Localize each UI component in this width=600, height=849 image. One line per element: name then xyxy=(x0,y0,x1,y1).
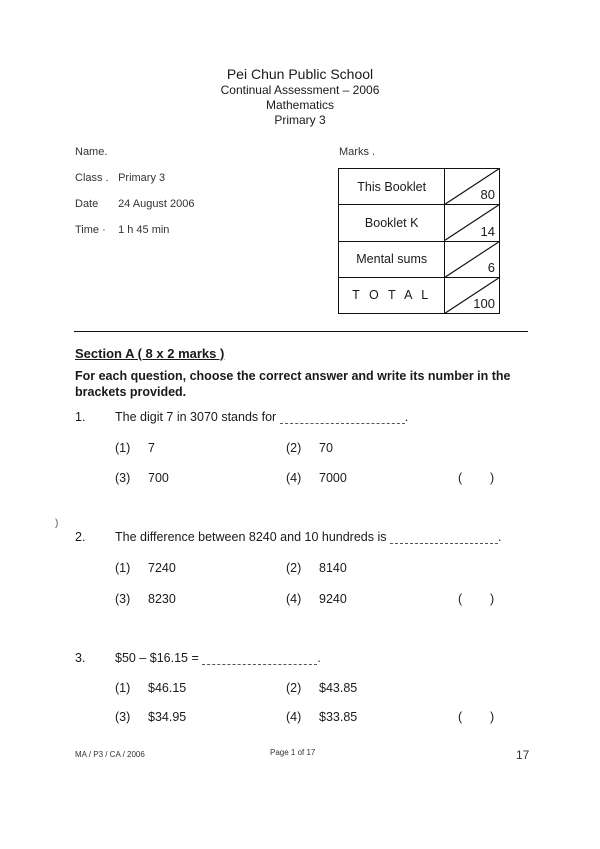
option-value: 7 xyxy=(148,441,155,455)
question-number: 3. xyxy=(75,651,86,665)
class-label: Class . xyxy=(75,172,109,184)
class-field xyxy=(75,172,165,184)
option-value: $34.95 xyxy=(148,710,187,724)
marks-row xyxy=(339,169,500,205)
answer-blank xyxy=(390,531,498,544)
section-instruction: For each question, choose the correct answer and write its number in the brackets provided. xyxy=(75,369,511,399)
option xyxy=(115,561,176,575)
option xyxy=(115,681,186,695)
school-name: Pei Chun Public School xyxy=(226,66,374,82)
option-value: 7000 xyxy=(319,471,347,485)
option-number: (1) xyxy=(115,441,131,455)
answer-bracket[interactable]: ( ) xyxy=(458,471,495,485)
time-field xyxy=(75,224,169,236)
marks-table xyxy=(338,168,500,314)
marks-total-label: T O T A L xyxy=(339,277,445,313)
time-label: Time · xyxy=(75,224,106,236)
level-title: Primary 3 xyxy=(274,113,326,127)
option-number: (4) xyxy=(286,592,302,606)
option-number: (1) xyxy=(115,561,131,575)
option-value: $43.85 xyxy=(319,681,358,695)
option-value: 7240 xyxy=(148,561,176,575)
marks-label: Marks . xyxy=(339,146,376,158)
marks-score-cell xyxy=(445,277,500,313)
question-text: The digit 7 in 3070 stands for xyxy=(115,410,277,424)
option xyxy=(115,592,176,606)
marks-score-cell xyxy=(445,169,500,205)
marks-score: 6 xyxy=(487,259,495,275)
date-field xyxy=(75,198,195,210)
option xyxy=(115,471,169,485)
page-header xyxy=(0,66,600,128)
option-number: (1) xyxy=(115,681,131,695)
answer-bracket[interactable]: ( ) xyxy=(458,710,495,724)
answer-bracket[interactable]: ( ) xyxy=(458,592,495,606)
option-value: 8140 xyxy=(319,561,347,575)
question-text-line: The difference between 8240 and 10 hundreds is . xyxy=(115,530,502,544)
option-value: 9240 xyxy=(319,592,347,606)
option-number: (3) xyxy=(115,471,131,485)
option-value: 70 xyxy=(319,441,333,455)
section-title: Section A ( 8 x 2 marks ) xyxy=(75,346,225,361)
question-number: 1. xyxy=(75,410,86,424)
marks-row-label: This Booklet xyxy=(339,169,445,205)
class-value: Primary 3 xyxy=(118,172,166,184)
marks-row xyxy=(339,241,500,277)
subject-title: Mathematics xyxy=(265,98,335,112)
assessment-title: Continual Assessment – 2006 xyxy=(220,83,380,97)
option xyxy=(286,471,347,485)
name-field xyxy=(75,146,107,158)
option xyxy=(286,681,357,695)
question-text: The difference between 8240 and 10 hundreds is xyxy=(115,530,387,544)
name-label: Name. xyxy=(75,146,108,158)
option-value: 8230 xyxy=(148,592,176,606)
question-text: $50 – $16.15 = xyxy=(115,651,199,665)
stray-mark: ) xyxy=(55,518,59,529)
option xyxy=(286,441,333,455)
divider xyxy=(74,331,528,332)
option-number: (3) xyxy=(115,592,131,606)
option xyxy=(286,710,357,724)
question-text-line: The digit 7 in 3070 stands for . xyxy=(115,410,409,424)
option-value: $46.15 xyxy=(148,681,187,695)
option-number: (2) xyxy=(286,681,302,695)
answer-blank xyxy=(280,411,405,424)
marks-row xyxy=(339,205,500,241)
page-count: 17 xyxy=(516,748,530,762)
marks-score: 80 xyxy=(480,187,495,203)
question-text-line: $50 – $16.15 = . xyxy=(115,651,321,665)
option-number: (4) xyxy=(286,471,302,485)
marks-score-cell xyxy=(445,241,500,277)
marks-score-cell xyxy=(445,205,500,241)
date-label: Date xyxy=(75,198,99,210)
option-number: (4) xyxy=(286,710,302,724)
option-number: (2) xyxy=(286,561,302,575)
option-number: (2) xyxy=(286,441,302,455)
marks-row-label: Mental sums xyxy=(339,241,445,277)
option xyxy=(115,710,186,724)
answer-blank xyxy=(202,652,317,665)
date-value: 24 August 2006 xyxy=(118,198,195,210)
option xyxy=(115,441,155,455)
question-number: 2. xyxy=(75,530,86,544)
page-number: Page 1 of 17 xyxy=(270,748,316,757)
marks-total-score: 100 xyxy=(473,296,495,311)
marks-row-label: Booklet K xyxy=(339,205,445,241)
time-value: 1 h 45 min xyxy=(118,224,170,236)
marks-score: 14 xyxy=(480,223,495,239)
option xyxy=(286,561,347,575)
footer-code: MA / P3 / CA / 2006 xyxy=(75,750,145,759)
option-value: $33.85 xyxy=(319,710,358,724)
option-number: (3) xyxy=(115,710,131,724)
marks-row xyxy=(339,277,500,313)
option-value: 700 xyxy=(148,471,169,485)
option xyxy=(286,592,347,606)
